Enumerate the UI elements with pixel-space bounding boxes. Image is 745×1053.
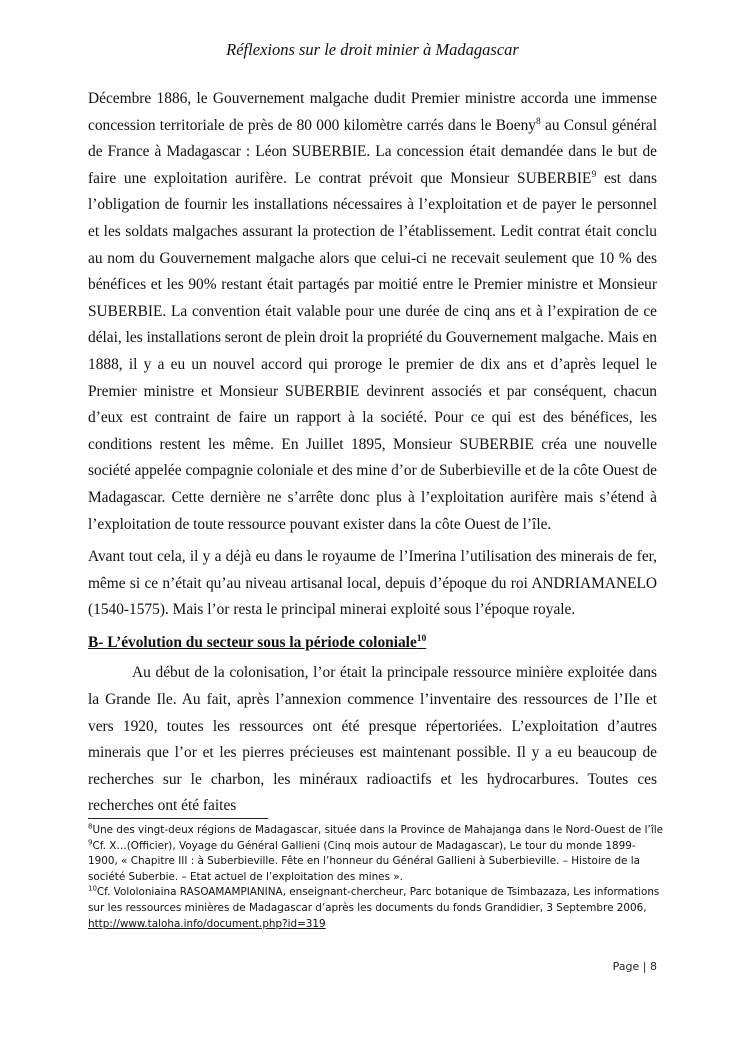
section-heading: B- L’évolution du secteur sous la période coloniale$^{10}$ — [88, 633, 427, 651]
footnote-separator — [88, 818, 268, 819]
page-number: Page | 8 — [612, 960, 657, 973]
body-text — [88, 86, 657, 826]
footnote-link[interactable]: http://www.taloha.info/document.php?id=319 — [88, 917, 326, 930]
paragraph-2: Avant tout cela, il y a déjà eu dans le royaume de l’Imerina l’utilisation des minerais de fer, même si ce n’était qu’au niveau artisanal local, depuis d’époque du roi ANDRIAMANELO (1540-1575). Mais l’or resta le principal minerai exploité sous l’époque royale. — [88, 548, 657, 619]
footnote-10: $^{10}$Cf. Vololoniaina RASOAMAMPIANINA, enseignant-chercheur, Parc botanique de Tsimbazaza, Les informations sur les ressources minières de Madagascar d’après les documents du fonds Grandidier, 3 Septembre 2006, http://www.taloha.info/document.php?id=319 — [88, 884, 660, 930]
paragraph-1: Décembre 1886, le Gouvernement malgache dudit Premier ministre accorda une immense concession territoriale de près de 80 000 kilomètre carrés dans le Boeny$^8$ au Consul général de France à Madagascar : Léon SUBERBIE. La concession était demandée dans le but de faire une exploitation aurifère. Le contrat prévoit que Monsieur SUBERBIE$^9$ est dans l’obligation de fournir les installations nécessaires à l’exploitation et de payer le personnel et les soldats malgaches assurant la protection de l’établissement. Ledit contrat était conclu au nom du Gouvernement malgache alors que celui-ci ne recevait seulement que 10 % des bénéfices et les 90% restant était partagés par moitié entre le Premier ministre et Monsieur SUBERBIE. La convention était valable pour une durée de cinq ans et à l’expiration de ce délai, les installations seront de plein droit la propriété du Gouvernement malgache. Mais en 1888, il y a eu un nouvel accord qui proroge le premier de dix ans et d’après lequel le Premier ministre et Monsieur SUBERBIE devinrent associés et par conséquent, chacun d’eux est contraint de faire un rapport à la société. Pour ce qui est des bénéfices, les conditions restent les même. En Juillet 1895, Monsieur SUBERBIE créa une nouvelle société appelée compagnie coloniale et des mine d’or de Suberbieville et de la côte Ouest de Madagascar. Cette dernière ne s’arrête donc plus à l’exploitation aurifère mais s’étend à l’exploitation de toute ressource pouvant exister dans la côte Ouest de l’île. — [88, 90, 657, 533]
running-header: Réflexions sur le droit minier à Madagascar — [226, 40, 519, 59]
paragraph-3: Au début de la colonisation, l’or était la principale ressource minière exploitée dans la Grande Ile. Au fait, après l’annexion commence l’inventaire des ressources de l’Ile et vers 1920, toutes les ressources ont été presque répertoriées. L’exploitation d’autres minerais que l’or et les pierres précieuses est maintenant possible. Il y a eu beaucoup de recherches sur le charbon, les minéraux radioactifs et les hydrocarbures. Toutes ces recherches ont été faites — [88, 664, 657, 815]
footnote-ref-8[interactable]: 8 — [535, 116, 541, 127]
footnote-9: $^9$Cf. X…(Officier), Voyage du Général Gallieni (Cinq mois autour de Madagascar), Le tour du monde 1899-1900, « Chapitre III : à Suberbieville. Fête en l’honneur du Général Gallieni à Suberbieville. – Histoire de la société Suberbie. – Etat actuel de l’exploitation des mines ». — [88, 838, 641, 883]
footnote-8: $^8$Une des vingt-deux régions de Madagascar, située dans la Province de Mahajanga dans le Nord-Ouest de l’île — [88, 822, 663, 836]
footnote-ref-10[interactable]: 10 — [416, 633, 427, 644]
footnote-ref-9[interactable]: 9 — [591, 169, 597, 180]
footnotes — [88, 823, 663, 932]
